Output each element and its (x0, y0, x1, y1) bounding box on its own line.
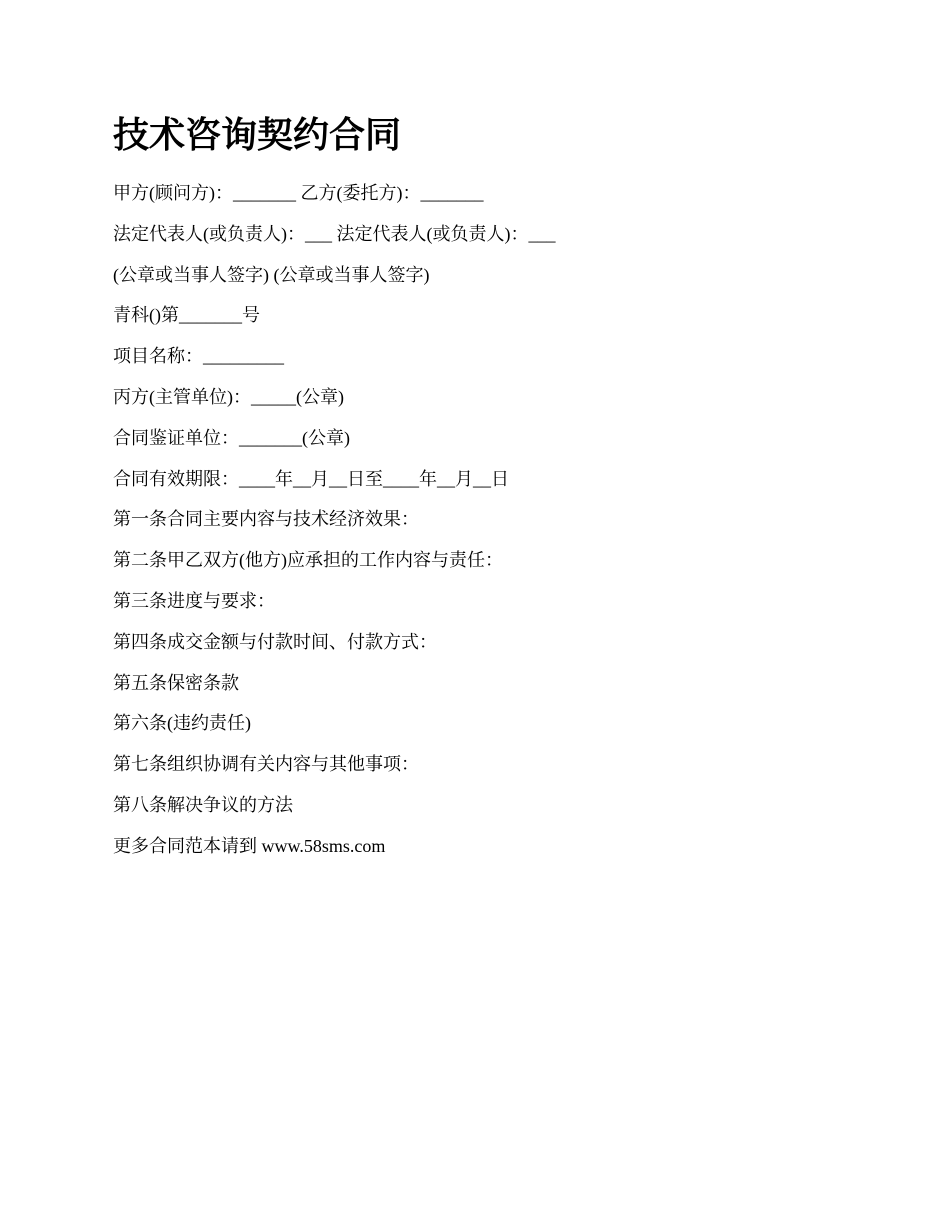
verification-unit-line: 合同鉴证单位：_______(公章) (113, 427, 350, 448)
article-2: 第二条甲乙双方(他方)应承担的工作内容与责任： (113, 550, 503, 571)
party-line: 甲方(顾问方)：_______ 乙方(委托方)：_______ (113, 183, 484, 203)
validity-period-line: 合同有效期限：____年__月__日至____年__月__日 (113, 468, 509, 489)
project-name-line: 项目名称：_________ (113, 346, 284, 367)
seal-signature-line: (公章或当事人签字) (公章或当事人签字) (113, 264, 430, 285)
document-title: 技术咨询契约合同 (113, 115, 402, 156)
article-6: 第六条(违约责任) (113, 713, 251, 734)
article-3: 第三条进度与要求： (113, 590, 275, 611)
contract-number-line: 青科()第_______号 (113, 305, 260, 326)
document-body (113, 177, 873, 871)
article-5: 第五条保密条款 (113, 672, 239, 693)
legal-representative-line: 法定代表人(或负责人)：___ 法定代表人(或负责人)：___ (113, 223, 556, 244)
article-1: 第一条合同主要内容与技术经济效果： (113, 509, 419, 530)
more-templates-line: 更多合同范本请到 www.58sms.com (113, 835, 386, 856)
supervisor-line: 丙方(主管单位)：_____(公章) (113, 386, 344, 407)
article-8: 第八条解决争议的方法 (113, 794, 293, 815)
article-7: 第七条组织协调有关内容与其他事项： (113, 754, 419, 775)
article-4: 第四条成交金额与付款时间、付款方式： (113, 631, 437, 652)
